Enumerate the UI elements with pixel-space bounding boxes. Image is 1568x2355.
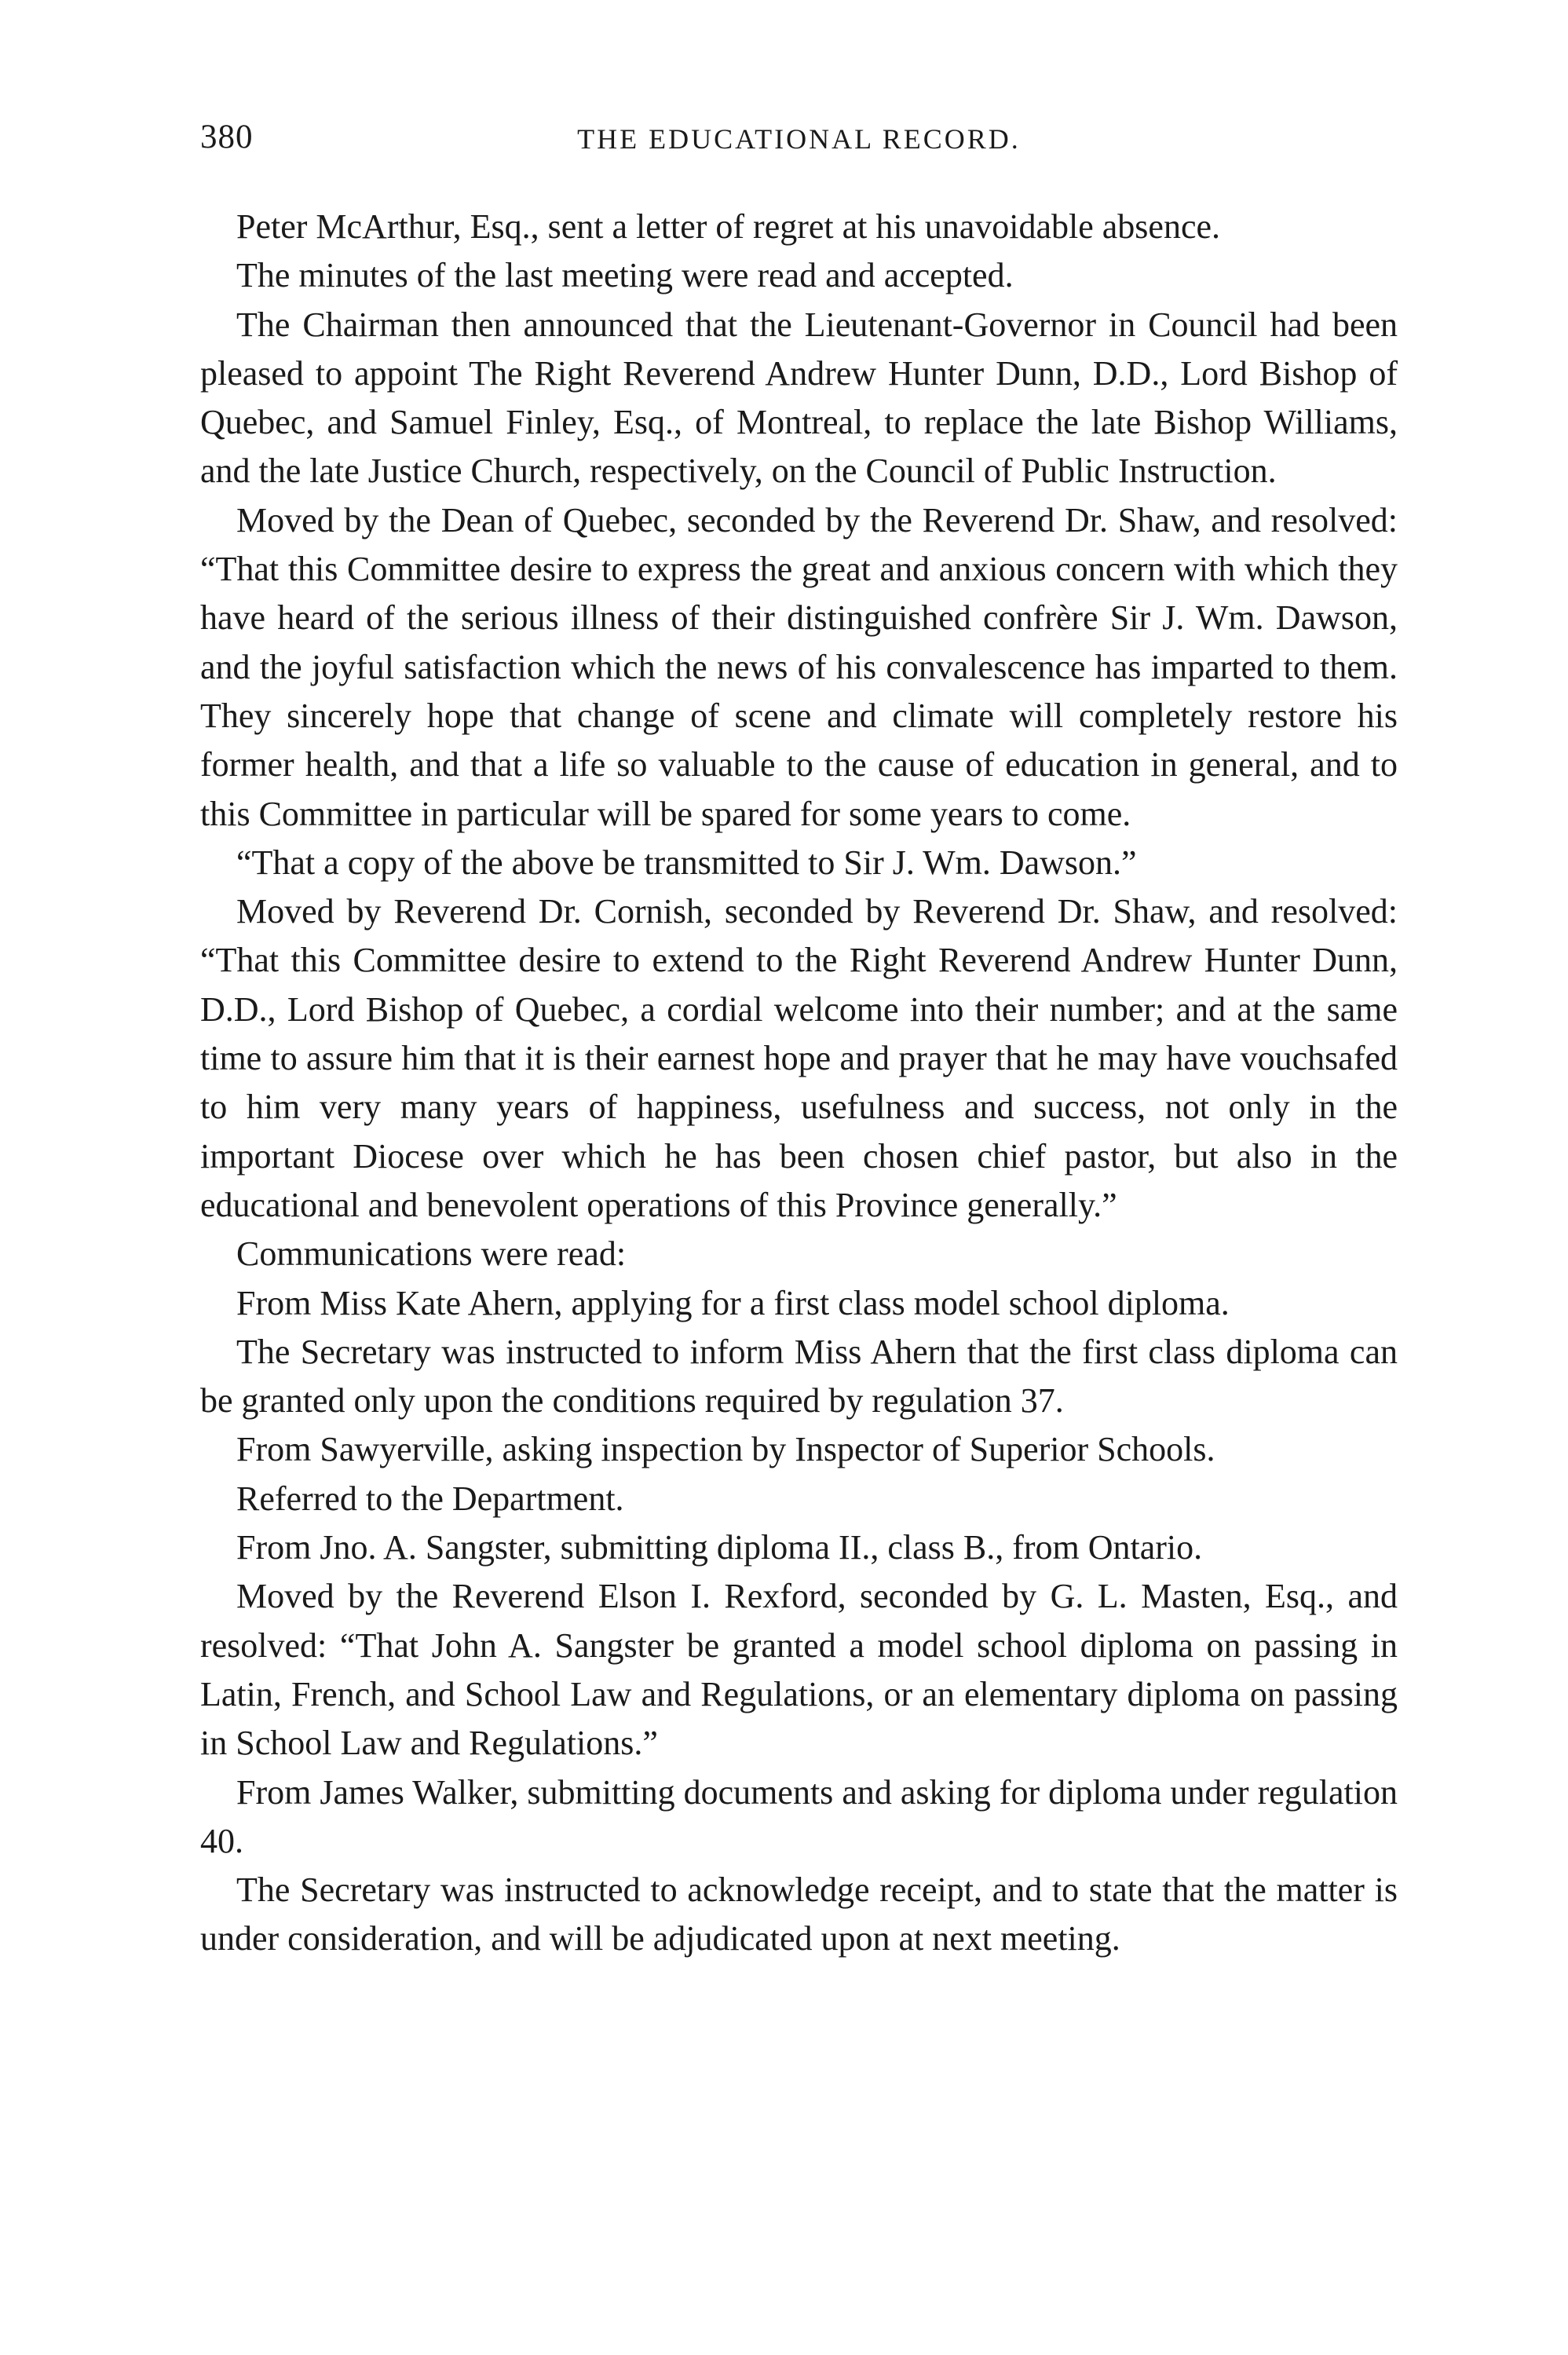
paragraph-council-appointments: The Chairman then announced that the Lieutenant-Governor in Council had been pleased to appoint The Right Reverend Andrew Hunter Dunn, D.D., Lord Bishop of Quebec, and Samuel Finley, Esq., of Montreal, to replace the late Bishop Williams, and the late Justice Church, respectively, on the Council of Public Instruction. (200, 305, 1398, 491)
page (200, 118, 1398, 1964)
paragraph-dunn-welcome: Moved by Reverend Dr. Cornish, seconded by Reverend Dr. Shaw, and resolved: “That this Committee desire to extend to the Right Reverend Andrew Hunter Dunn, D.D., Lord Bishop of Quebec, a cordial welcome into their number; and at the same time to assure him that it is their earnest hope and prayer that he may have vouchsafed to him very many years of happiness, usefulness and success, not only in the important Diocese over which he has been chosen chief pastor, but also in the educational and benevolent operations of this Province generally.” (200, 892, 1398, 1224)
paragraph-ahern-application: From Miss Kate Ahern, applying for a first class model school diploma. (236, 1283, 1230, 1322)
paragraph-sawyerville: From Sawyerville, asking inspection by Inspector of Superior Schools. (236, 1430, 1215, 1469)
paragraph-walker-reply: The Secretary was instructed to acknowledge receipt, and to state that the matter is under consideration, and will be adjudicated upon at next meeting. (200, 1870, 1398, 1958)
page-number: 380 (200, 119, 254, 155)
paragraph-sangster-submission: From Jno. A. Sangster, submitting diploma II., class B., from Ontario. (236, 1528, 1203, 1567)
running-head (200, 118, 1398, 165)
journal-title: THE EDUCATIONAL RECORD. (577, 123, 1021, 155)
paragraph-dawson-copy: “That a copy of the above be transmitted to Sir J. Wm. Dawson.” (236, 843, 1137, 882)
paragraph-ahern-reply: The Secretary was instructed to inform Miss Ahern that the first class diploma can be granted only upon the conditions required by regulation 37. (200, 1332, 1398, 1421)
paragraph-referred: Referred to the Department. (236, 1479, 624, 1518)
paragraph-dawson-resolution: Moved by the Dean of Quebec, seconded by the Reverend Dr. Shaw, and resolved: “That this Committee desire to express the great and anxious concern with which they have heard of the serious illness of their distinguished confrère Sir J. Wm. Dawson, and the joyful satisfaction which the news of his convalescence has imparted to them. They sincerely hope that change of scene and climate will completely restore his former health, and that a life so valuable to the cause of education in general, and to this Committee in particular will be spared for some years to come. (200, 500, 1398, 833)
paragraph-walker-submission: From James Walker, submitting documents and asking for diploma under regulation 40. (200, 1772, 1398, 1860)
paragraph-communications-read: Communications were read: (236, 1234, 627, 1274)
body-text (200, 203, 1398, 1964)
paragraph-sangster-resolution: Moved by the Reverend Elson I. Rexford, seconded by G. L. Masten, Esq., and resolved: “That John A. Sangster be granted a model school diploma on passing in Latin, French, and School Law and Regulations, or an elementary diploma on passing in School Law and Regulations.” (200, 1577, 1398, 1763)
paragraph-mcarthur-regret: Peter McArthur, Esq., sent a letter of regret at his unavoidable absence. (236, 207, 1221, 246)
paragraph-minutes-accepted: The minutes of the last meeting were read and accepted. (236, 256, 1014, 295)
